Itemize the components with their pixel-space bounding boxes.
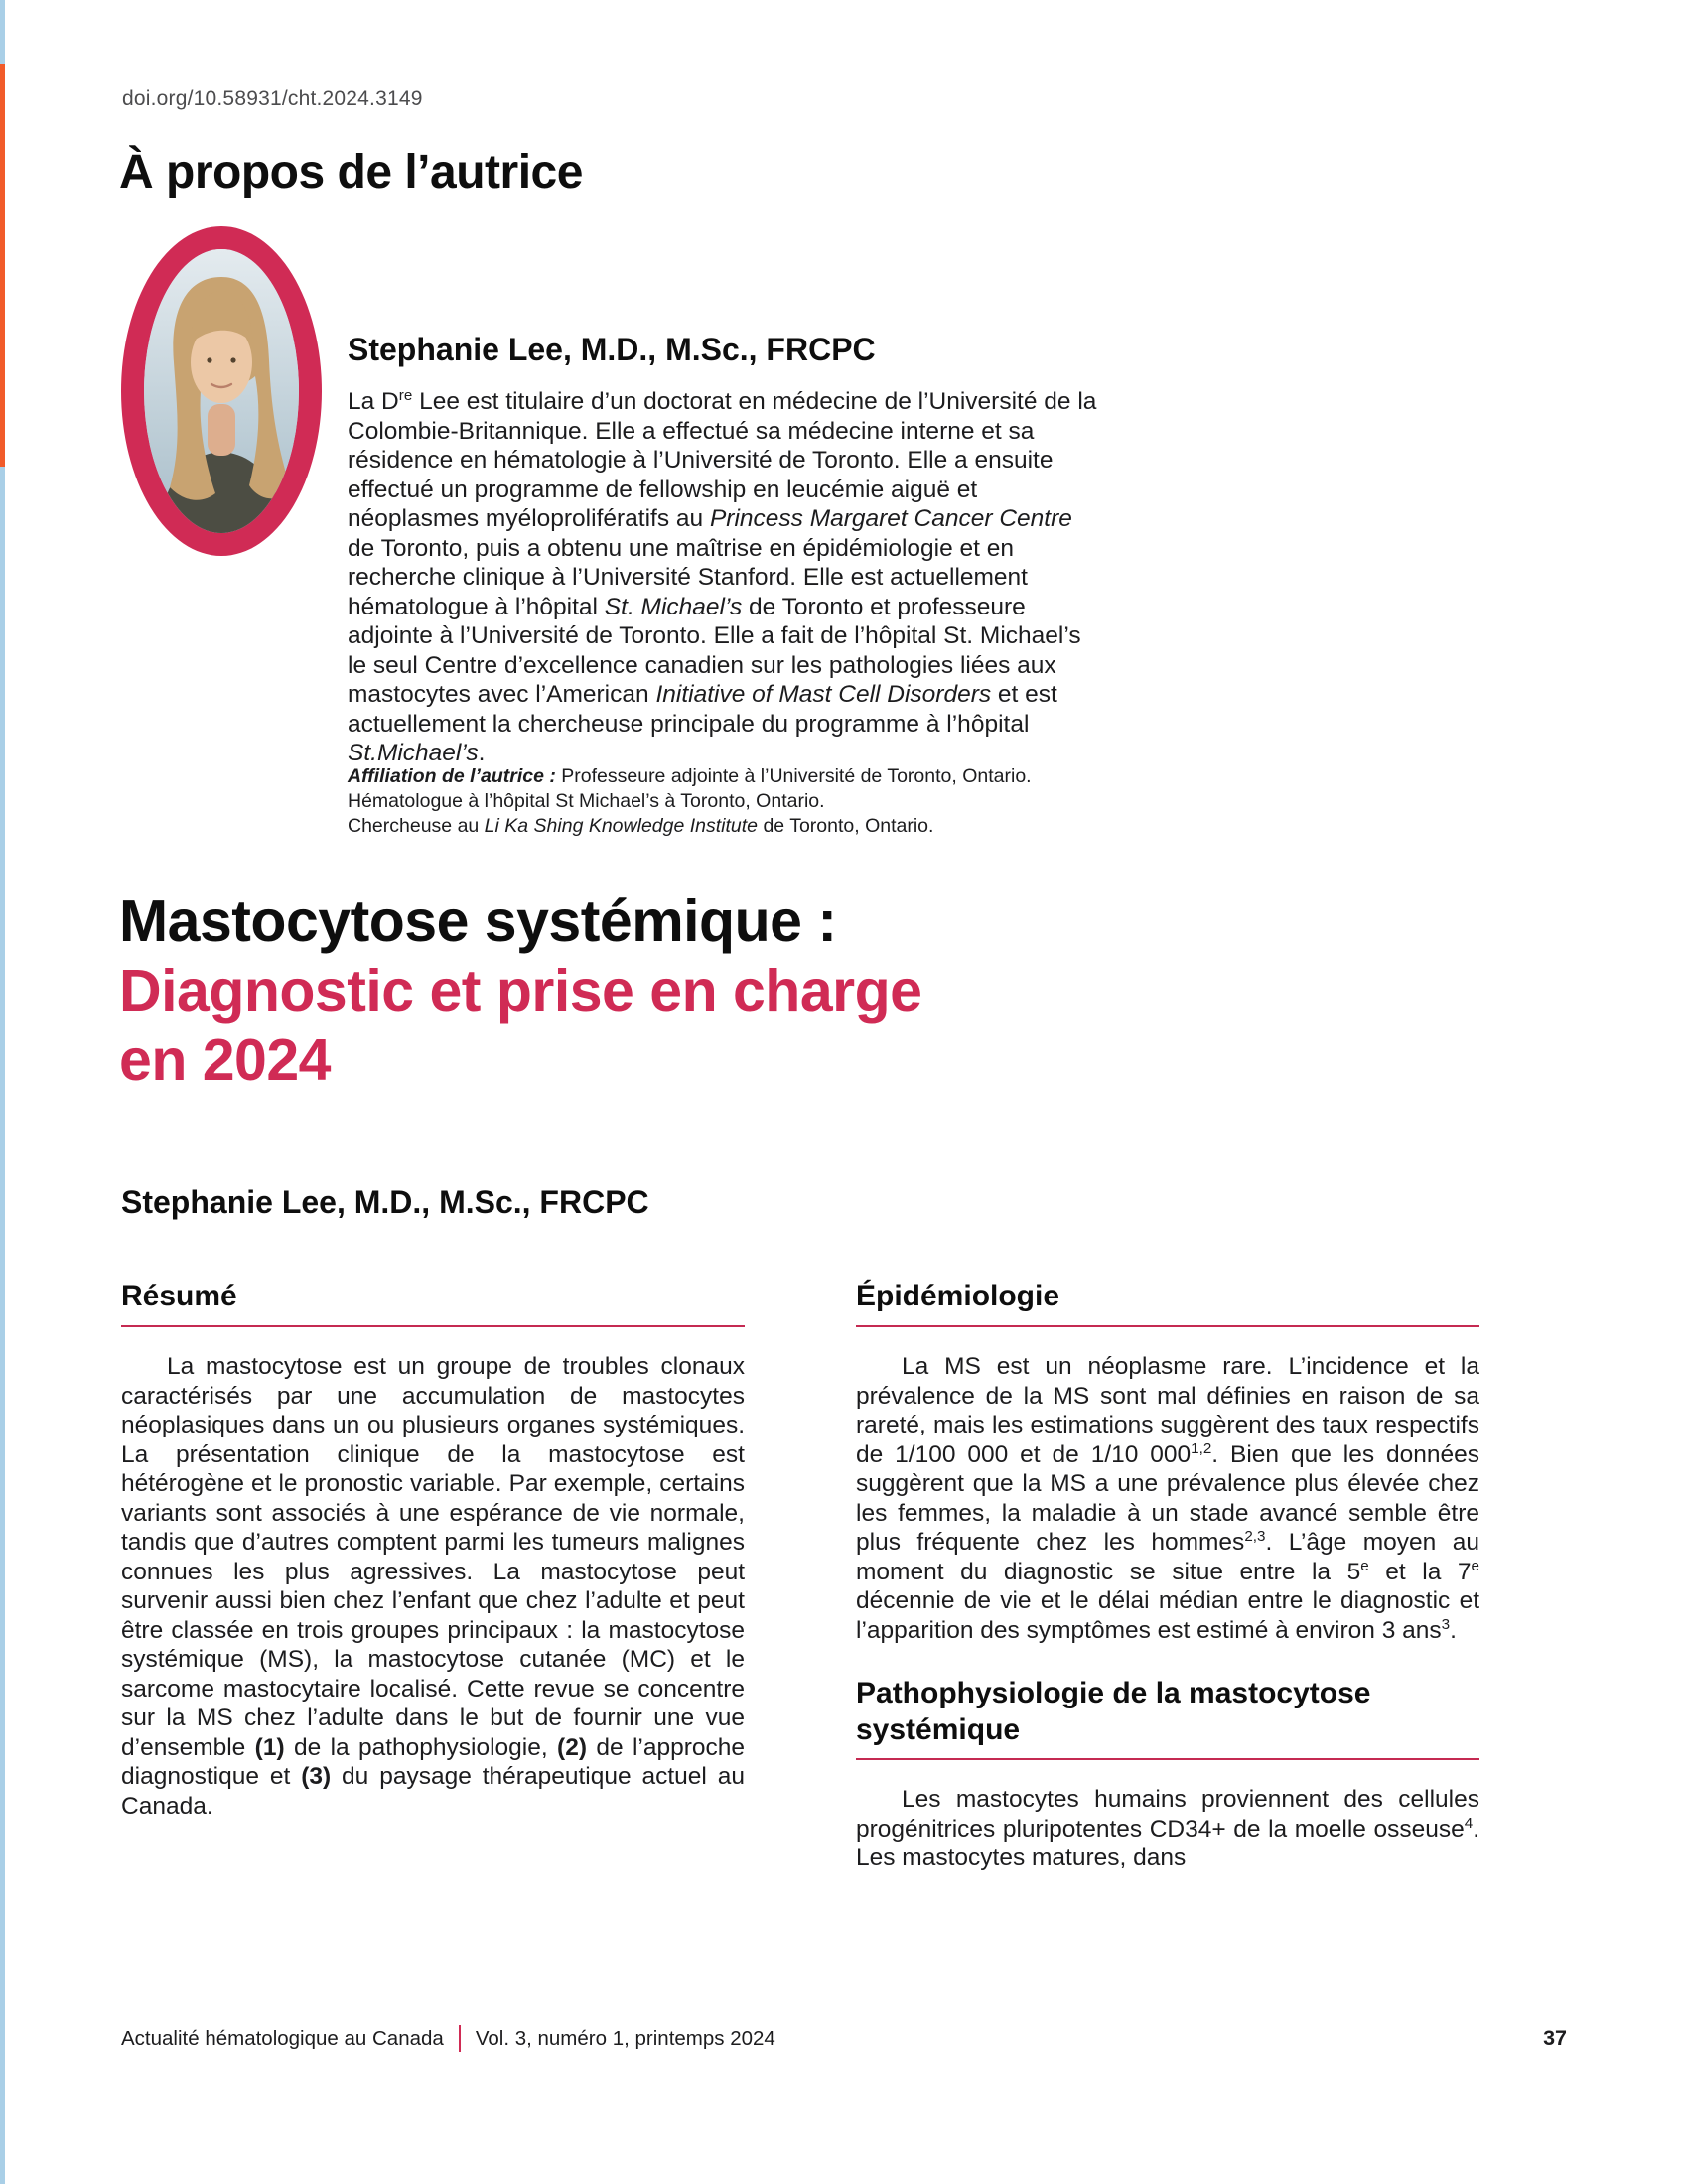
- article-title-line3: en 2024: [119, 1027, 331, 1093]
- about-author-heading: À propos de l’autrice: [119, 146, 583, 199]
- author-affiliation: [348, 764, 1102, 839]
- article-title: [119, 887, 921, 1095]
- page-number: 37: [1543, 2026, 1567, 2050]
- article-byline: Stephanie Lee, M.D., M.Sc., FRCPC: [121, 1184, 649, 1220]
- epidemiologie-heading: Épidémiologie: [856, 1279, 1479, 1327]
- footer-issue: Vol. 3, numéro 1, printemps 2024: [475, 2026, 775, 2050]
- portrait-illustration: [144, 249, 299, 533]
- column-right: [856, 1279, 1479, 1873]
- epidemiologie-paragraph: La MS est un néoplasme rare. L’incidence et la prévalence de la MS sont mal définies en raison de sa rareté, mais les estimations suggèrent des taux respectifs de 1/100 000 et de 1/10 000$^{1,2}$. Bien que les données suggèrent que la MS a une prévalence plus élevée chez les femmes, la maladie à un stade avancé semble être plus fréquente chez les hommes$^{2,3}$. L’âge moyen au moment du diagnostic se situe entre la 5e et la 7e décennie de vie et le délai médian entre le diagnostic et l’apparition des symptômes est estimé à environ 3 ans$^3$.: [856, 1353, 1479, 1644]
- resume-heading: Résumé: [121, 1279, 745, 1327]
- author-photo: [121, 226, 322, 556]
- column-left: [121, 1279, 745, 1821]
- pathophysiologie-heading: Pathophysiologie de la mastocytose systémique: [856, 1675, 1479, 1760]
- article-title-line1: Mastocytose systémique :: [119, 888, 837, 954]
- author-bio: La Dre Lee est titulaire d’un doctorat en médecine de l’Université de la Colombie-Britannique. Elle a effectué sa médecine interne et sa résidence en hématologie à l’Université de Toronto. Elle a ensuite effectué un programme de fellowship en leucémie aiguë et néoplasmes myéloprolifératifs au Princess Margaret Cancer Centre de Toronto, puis a obtenu une maîtrise en épidémiologie et en recherche clinique à l’Université Stanford. Elle est actuellement hématologue à l’hôpital St. Michael’s de Toronto et professeure adjointe à l’Université de Toronto. Elle a fait de l’hôpital St. Michael’s le seul Centre d’excellence canadien sur les pathologies liées aux mastocytes avec l’American Initiative of Mast Cell Disorders et est actuellement la chercheuse principale du programme à l’hôpital St.Michael’s.: [348, 386, 1097, 766]
- footer-journal-name: Actualité hématologique au Canada: [121, 2026, 444, 2050]
- page-footer: [121, 2025, 1567, 2052]
- pathophysiologie-paragraph: Les mastocytes humains proviennent des cellules progénitrices pluripotentes CD34+ de la moelle osseuse$^4$. Les mastocytes matures, dans: [856, 1786, 1479, 1871]
- affiliation-line: Chercheuse au Li Ka Shing Knowledge Institute de Toronto, Ontario.: [348, 815, 934, 837]
- spine-strip-orange: [0, 64, 5, 467]
- affiliation-line: Hématologue à l’hôpital St Michael’s à Toronto, Ontario.: [348, 790, 825, 812]
- author-name: Stephanie Lee, M.D., M.Sc., FRCPC: [348, 332, 876, 367]
- resume-paragraph: La mastocytose est un groupe de troubles clonaux caractérisés par une accumulation de mastocytes néoplasiques dans un ou plusieurs organes systémiques. La présentation clinique de la mastocytose est hétérogène et le pronostic variable. Par exemple, certains variants sont associés à une espérance de vie normale, tandis que d’autres comptent parmi les tumeurs malignes connues les plus agressives. La mastocytose peut survenir aussi bien chez l’enfant que chez l’adulte et peut être classée en trois groupes principaux : la mastocytose systémique (MS), la mastocytose cutanée (MC) et le sarcome mastocytaire localisé. Cette revue se concentre sur la MS chez l’adulte dans le but de fournir une vue d’ensemble (1) de la pathophysiologie, (2) de l’approche diagnostique et (3) du paysage thérapeutique actuel au Canada.: [121, 1353, 746, 1820]
- doi-text: doi.org/10.58931/cht.2024.3149: [122, 87, 423, 110]
- article-title-line2: Diagnostic et prise en charge: [119, 958, 922, 1024]
- footer-divider: [459, 2025, 461, 2052]
- affiliation-line: Affiliation de l’autrice : Professeure adjointe à l’Université de Toronto, Ontario.: [348, 765, 1032, 787]
- spine-strip-blue-bottom: [0, 467, 5, 2184]
- spine-strip-blue-top: [0, 0, 5, 64]
